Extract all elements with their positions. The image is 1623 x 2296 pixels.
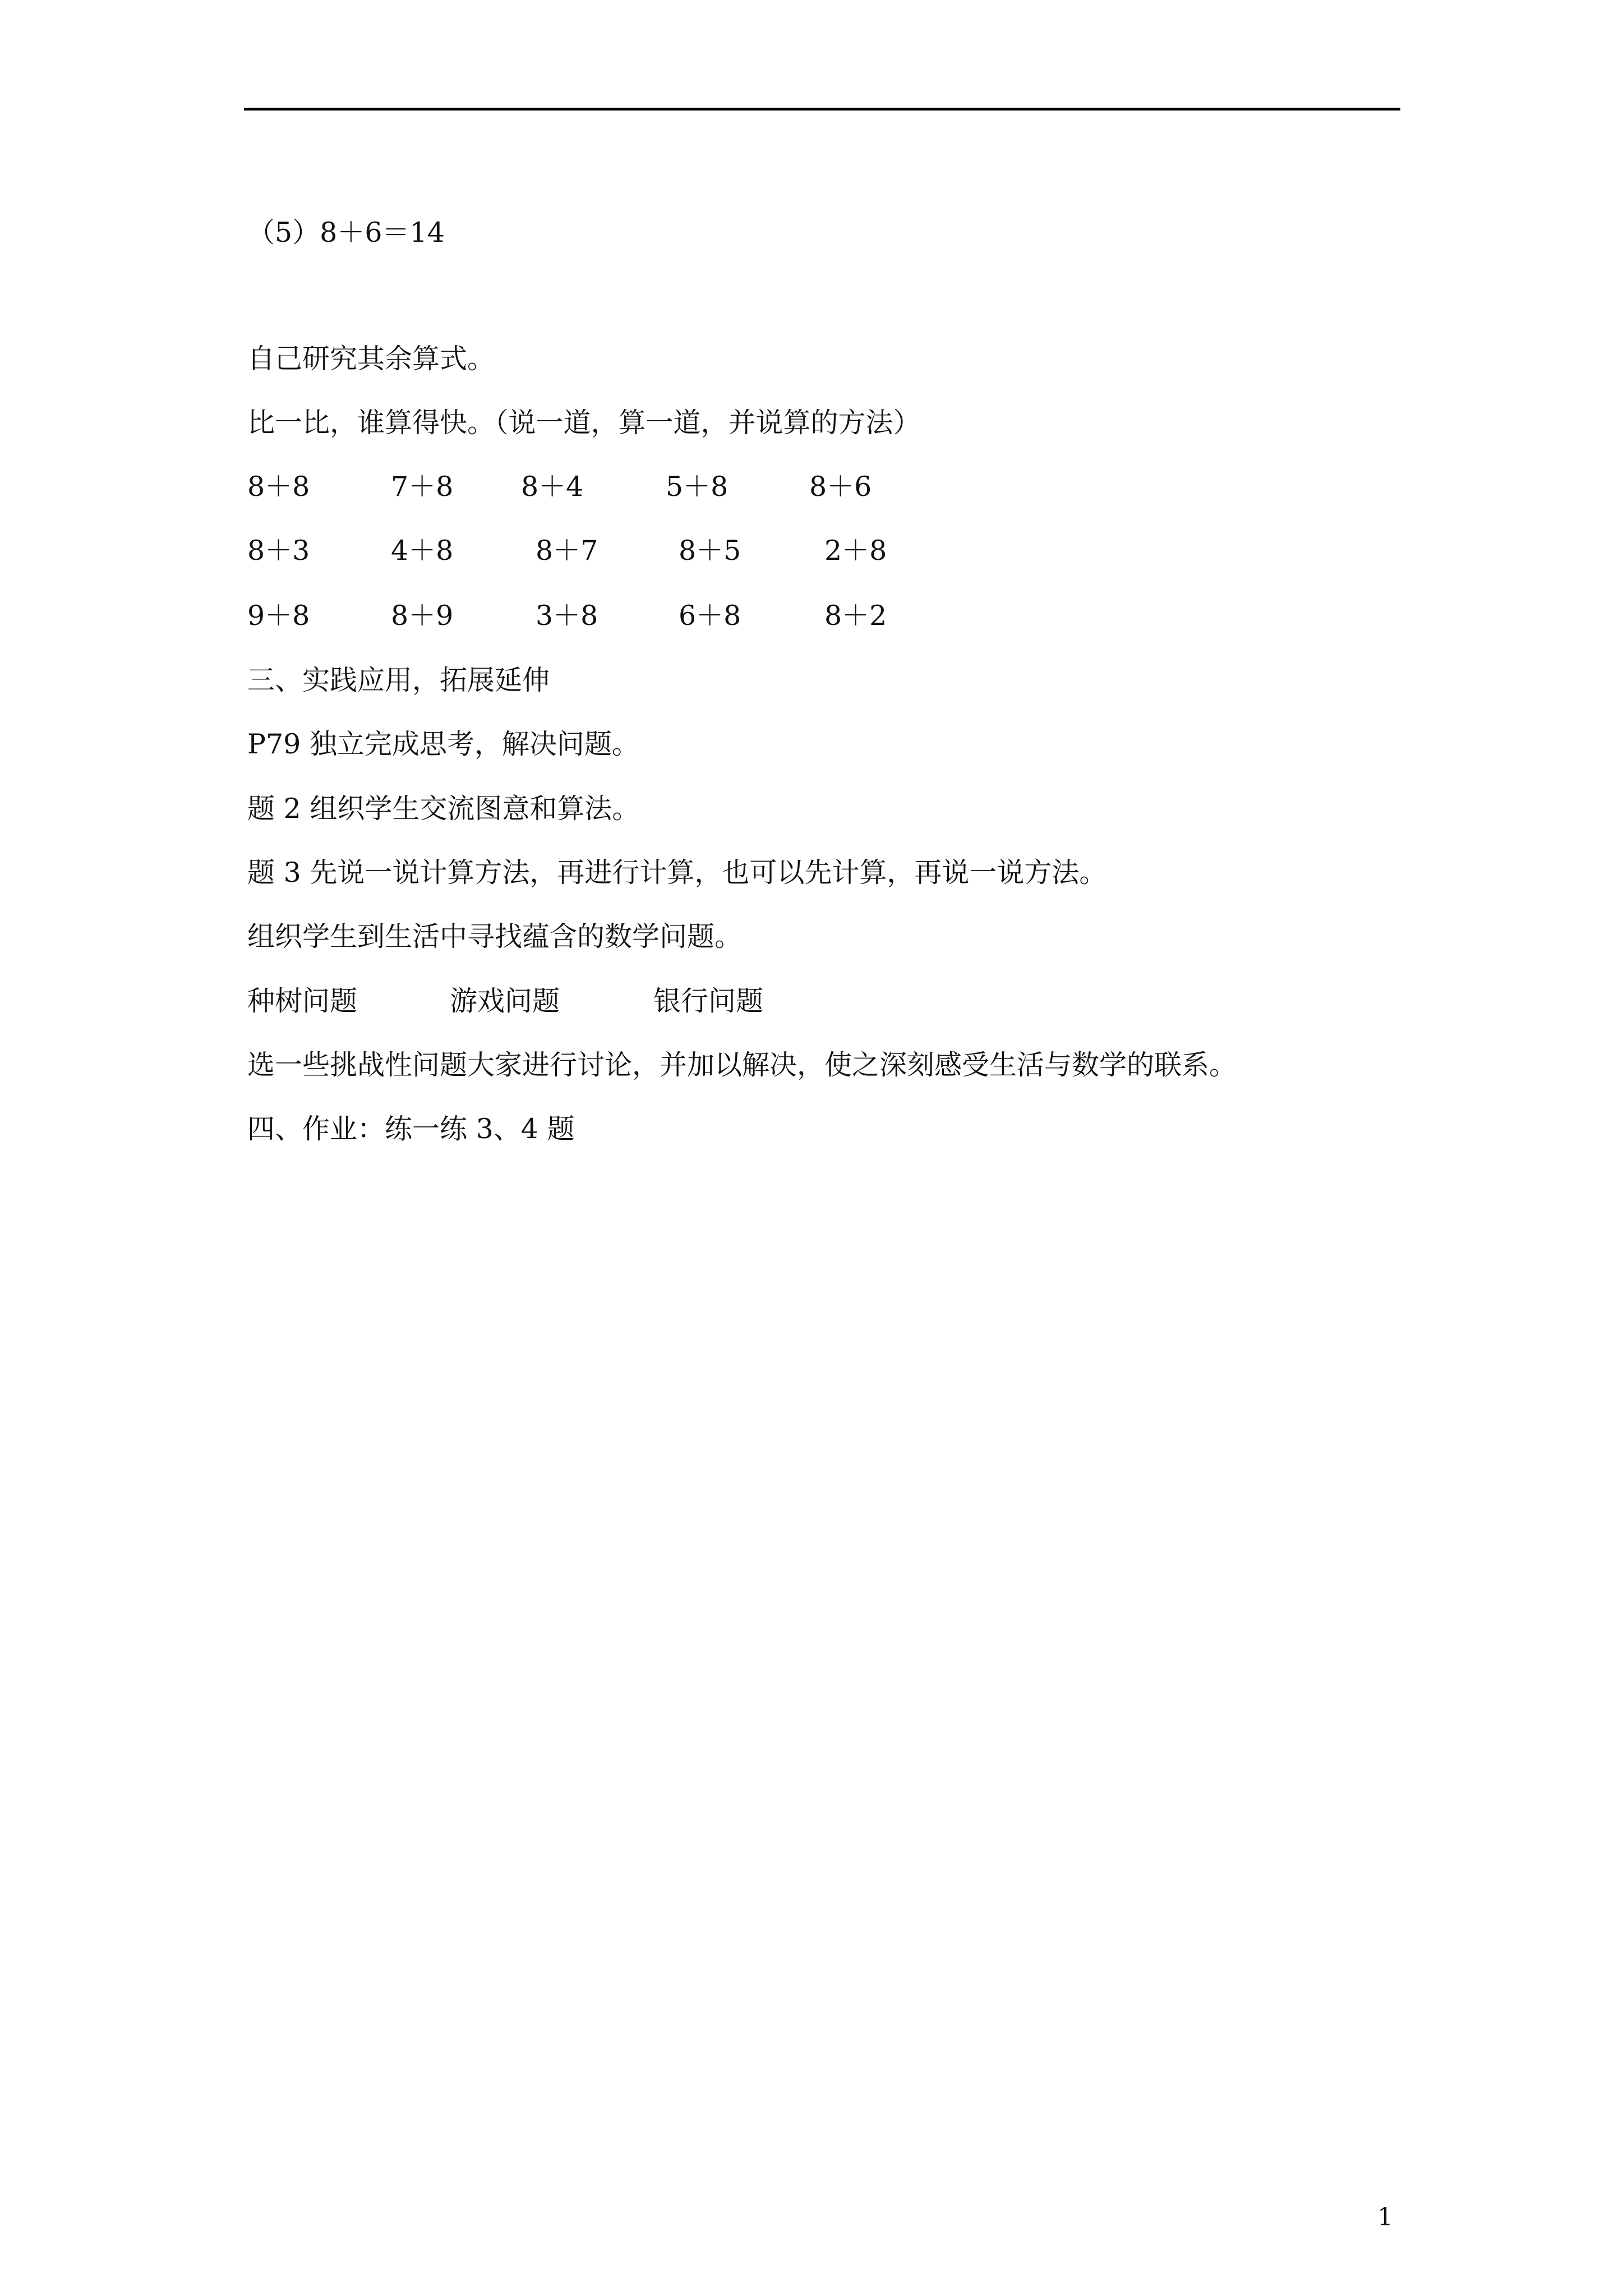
page-number: 1	[1377, 2203, 1393, 2231]
problem-type: 种树问题	[247, 985, 358, 1017]
drill-cell: 8＋3	[247, 535, 310, 567]
drill-cell: 8＋5	[679, 535, 741, 567]
problem-type: 银行问题	[653, 985, 764, 1017]
drill-cell: 8＋6	[809, 471, 872, 503]
drill-cell: 8＋2	[824, 600, 887, 632]
step-5-line: （5）8＋6＝14	[247, 217, 445, 249]
drill-cell: 6＋8	[679, 600, 741, 632]
compare-line: 比一比，谁算得快。（说一道，算一道，并说算的方法）	[247, 407, 921, 439]
drill-cell: 3＋8	[536, 600, 598, 632]
q3-line: 题 3 先说一说计算方法，再进行计算，也可以先计算，再说一说方法。	[247, 857, 1107, 889]
drill-cell: 5＋8	[666, 471, 728, 503]
drill-cell: 2＋8	[824, 535, 887, 567]
drill-cell: 8＋9	[391, 600, 454, 632]
life-problems-line: 组织学生到生活中寻找蕴含的数学问题。	[247, 921, 743, 953]
section-3-heading: 三、实践应用，拓展延伸	[247, 664, 550, 696]
drill-cell: 4＋8	[391, 535, 454, 567]
self-study-line: 自己研究其余算式。	[247, 343, 495, 375]
drill-cell: 9＋8	[247, 600, 310, 632]
header-rule	[244, 108, 1400, 111]
drill-cell: 7＋8	[391, 471, 454, 503]
problem-type: 游戏问题	[450, 985, 560, 1017]
drill-cell: 8＋4	[521, 471, 584, 503]
p79-line: P79 独立完成思考，解决问题。	[247, 728, 639, 760]
drill-cell: 8＋8	[247, 471, 310, 503]
homework-line: 四、作业：练一练 3、4 题	[247, 1113, 575, 1145]
challenge-line: 选一些挑战性问题大家进行讨论，并加以解决，使之深刻感受生活与数学的联系。	[247, 1049, 1237, 1081]
drill-cell: 8＋7	[536, 535, 598, 567]
q2-line: 题 2 组织学生交流图意和算法。	[247, 793, 640, 825]
